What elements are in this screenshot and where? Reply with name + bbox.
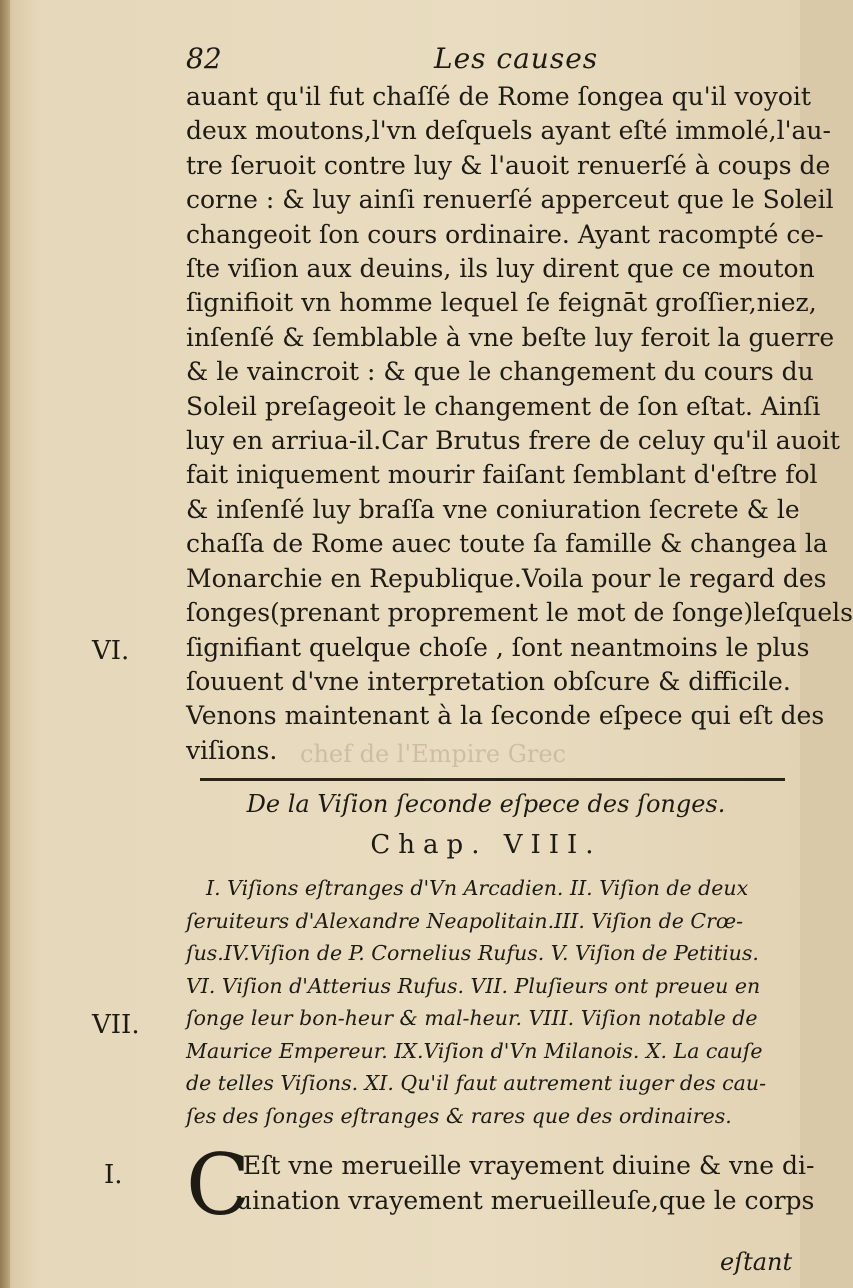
- summary-line: de telles Viſions. XI. Qu'il faut autrement iuger des cau-: [186, 1071, 767, 1095]
- running-head: Les causes: [434, 42, 599, 75]
- summary-line: Maurice Empereur. IX.Viſion d'Vn Milanois. X. La cauſe: [186, 1038, 763, 1063]
- text-line: changeoit ſon cours ordinaire. Ayant racompté ce-: [186, 219, 824, 249]
- summary-line: ſes des ſonges eſtranges & rares que des ordinaires.: [186, 1103, 732, 1128]
- text-line: ſonges(prenant proprement le mot de ſonge)leſquels: [186, 598, 853, 628]
- summary-line: I. Viſions eſtranges d'Vn Arcadien. II. Viſion de deux: [206, 876, 749, 900]
- text-line: ſignifiant quelque choſe , ſont neantmoins le plus: [186, 632, 810, 662]
- chapter-opening: [186, 1136, 815, 1234]
- catchword: eſtant: [720, 1248, 793, 1276]
- summary-line: VI. Viſion d'Atterius Rufus. VII. Pluſieurs ont preueu en: [186, 973, 761, 998]
- text-line: ſignifioit vn homme lequel ſe feignāt groſſier,niez,: [186, 288, 817, 318]
- chapter-number: Chap. VIII.: [370, 830, 602, 860]
- text-line: fait iniquement mourir faiſant ſemblant d'eſtre fol: [186, 460, 818, 490]
- text-line: ſte viſion aux deuins, ils luy dirent que ce mouton: [186, 254, 815, 284]
- margin-note-vii: VII.: [92, 1010, 140, 1040]
- text-line: luy en arriua-il.Car Brutus frere de celuy qu'il auoit: [186, 426, 840, 456]
- summary-line: ſus.IV.Viſion de P. Cornelius Rufus. V. Viſion de Petitius.: [186, 941, 759, 965]
- chapter-summary: [186, 872, 786, 1132]
- chapter-title: De la Viſion ſeconde eſpece des ſonges.: [246, 790, 726, 818]
- page-header: [186, 42, 786, 82]
- text-line: & inſenſé luy braſſa vne coniuration ſecrete & le: [186, 494, 800, 524]
- bleed-through-text: chef de l'Empire Grec: [300, 740, 566, 768]
- text-line: inſenſé & ſemblable à vne beſte luy feroit la guerre: [186, 322, 835, 352]
- drop-cap: C: [186, 1136, 251, 1234]
- summary-line: ſeruiteurs d'Alexandre Neapolitain.III. Viſion de Crœ-: [186, 908, 744, 933]
- text-line: deux moutons,l'vn deſquels ayant eſté immolé,l'au-: [186, 116, 831, 146]
- book-spine-shadow: [0, 0, 10, 1288]
- text-line: ſouuent d'vne interpretation obſcure & difficile.: [186, 666, 791, 696]
- text-line: chaſſa de Rome auec toute ſa famille & changea la: [186, 529, 828, 559]
- text-line: corne : & luy ainſi renuerſé apperceut que le Soleil: [186, 185, 834, 215]
- text-line: Soleil preſageoit le changement de ſon eſtat. Ainſi: [186, 391, 821, 421]
- text-line: viſions.: [186, 735, 278, 765]
- summary-line: ſonge leur bon-heur & mal-heur. VIII. Viſion notable de: [186, 1006, 758, 1030]
- text-line: & le vaincroit : & que le changement du cours du: [186, 357, 814, 387]
- text-line: Venons maintenant à la ſeconde eſpece qui eſt des: [186, 701, 825, 731]
- text-line: 'Eſt vne merueille vrayement diuine & vne di-: [236, 1151, 815, 1180]
- page-number: 82: [186, 42, 222, 75]
- section-divider-rule: [200, 778, 785, 781]
- main-text: [186, 80, 853, 768]
- margin-note-vi: VI.: [92, 636, 130, 666]
- text-line: auant qu'il fut chaſſé de Rome ſongea qu'il voyoit: [186, 82, 811, 111]
- text-line: Monarchie en Republique.Voila pour le regard des: [186, 563, 827, 593]
- margin-note-i: I.: [104, 1160, 123, 1190]
- text-line: uination vrayement merueilleuſe,que le corps: [236, 1186, 815, 1215]
- text-line: tre ſeruoit contre luy & l'auoit renuerſé à coups de: [186, 150, 831, 180]
